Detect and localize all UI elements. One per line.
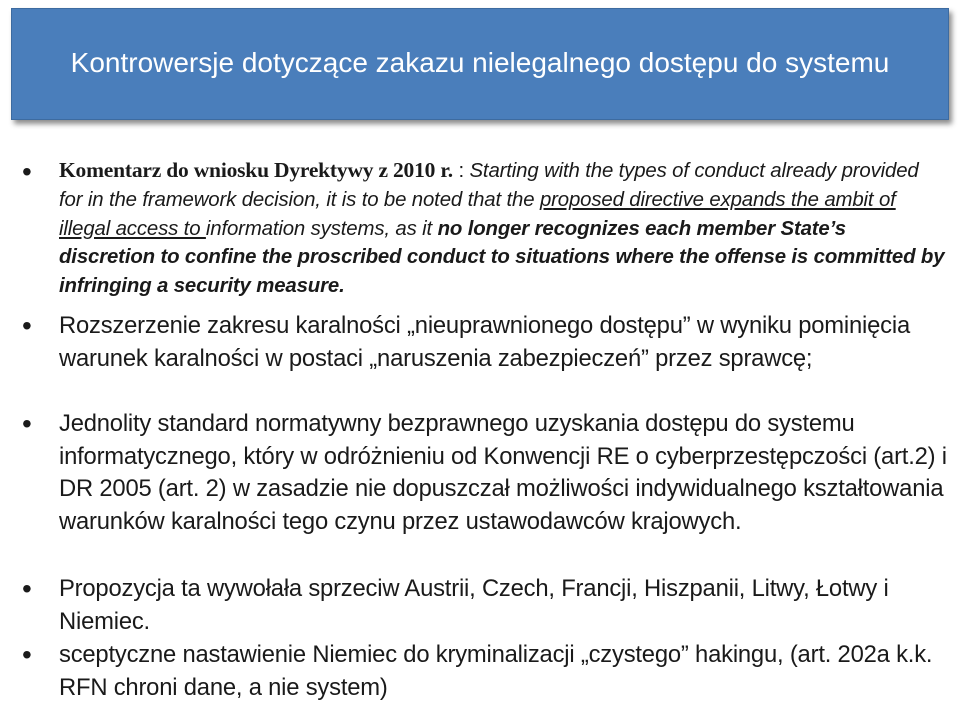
bullet-item-standard (22, 408, 947, 538)
bullet-item-scope (22, 310, 947, 375)
bullet-marker: • (22, 573, 32, 604)
bullet-item-commentary (22, 156, 947, 301)
bullet-item-opposition (22, 573, 947, 638)
bullet-item-germany (22, 639, 947, 704)
commentary-colon: : (452, 160, 470, 182)
commentary-italic-1: Starting with the types of conduct already provided for in the framework decision, it is to be noted that the (59, 160, 919, 211)
bullet-marker: • (22, 408, 32, 439)
bullet-text (59, 156, 947, 301)
bullet-text: Jednolity standard normatywny bezprawnego uzyskania dostępu do systemu informatycznego, który w odróżnieniu od Konwencji RE o cyberprzestępczości (art.2) i DR 2005 (art. 2) w zasadzie nie dopuszczał możliwości indywidualnego kształtowania warunków karalności tego czynu przez ustawodawców krajowych. (59, 410, 947, 535)
commentary-underlined: proposed directive expands the ambit of illegal access to (59, 188, 896, 240)
bullet-text: sceptyczne nastawienie Niemiec do kryminalizacji „czystego” hakingu, (art. 202a k.k. RFN chroni dane, a nie system) (59, 641, 933, 701)
bullet-marker: • (22, 310, 32, 341)
slide-title-box (11, 8, 949, 120)
slide-title: Kontrowersje dotyczące zakazu nielegalnego dostępu do systemu (70, 46, 890, 78)
commentary-italic-2: information systems, as it (205, 217, 438, 240)
commentary-lead: Komentarz do wniosku Dyrektywy z 2010 r. (59, 158, 453, 182)
bullet-marker: • (22, 156, 32, 187)
bullet-text: Propozycja ta wywołała sprzeciw Austrii, Czech, Francji, Hiszpanii, Litwy, Łotwy i Niemiec. (59, 575, 889, 635)
commentary-bold-italic: no longer recognizes each member State’s discretion to confine the proscribed conduct to situations where the offense is committed by infringing a security measure. (59, 217, 945, 298)
bullet-marker: • (22, 639, 32, 670)
bullet-text: Rozszerzenie zakresu karalności „nieuprawnionego dostępu” w wyniku pominięcia warunek karalności w postaci „naruszenia zabezpieczeń” przez sprawcę; (59, 312, 910, 372)
